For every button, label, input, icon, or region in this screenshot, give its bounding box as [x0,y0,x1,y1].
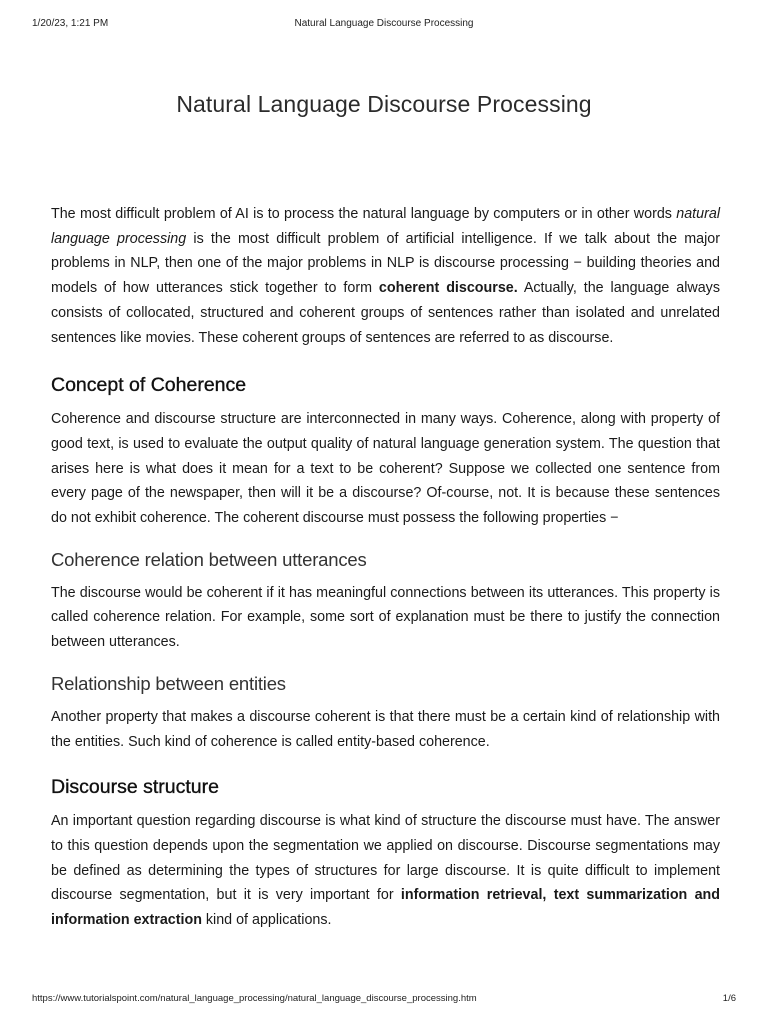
page-number: 1/6 [722,993,736,1004]
intro-text-3: Actually, the language always consists of collocated, structured and coherent groups of sentences rather than isolated and unrelated sentences like movies. These coherent groups of sentences are referred to as discourse. [51,280,720,346]
intro-bold-term: coherent discourse. [378,280,518,297]
structure-heading: Discourse structure [51,776,219,799]
article-content [51,202,720,933]
print-header [32,18,736,32]
entities-paragraph: Another property that makes a discourse coherent is that there must be a certain kind of relationship with the entities. Such kind of coherence is called entity-based coherence. [51,708,720,750]
intro-text-2: is the most difficult problem of artificial intelligence. If we talk about the major problems in NLP, then one of the major problems in NLP is discourse processing − building theories and models of how utterances stick together to form [51,230,720,297]
print-datetime: 1/20/23, 1:21 PM [32,18,109,29]
print-doc-title: Natural Language Discourse Processing [294,18,474,29]
structure-paragraph [51,809,720,933]
print-footer [32,993,736,1007]
concept-heading: Concept of Coherence [51,374,247,397]
relation-heading: Coherence relation between utterances [51,548,367,570]
page-title: Natural Language Discourse Processing [176,91,592,117]
structure-bold-terms: information retrieval, text summarization and information extraction [51,887,720,929]
structure-text-2: kind of applications. [201,912,332,929]
relation-paragraph: The discourse would be coherent if it has meaningful connections between its utterances. This property is called coherence relation. For example, some sort of explanation must be there to justify the connection between utterances. [51,584,720,651]
concept-paragraph: Coherence and discourse structure are interconnected in many ways. Coherence, along with property of good text, is used to evaluate the output quality of natural language generation system. The question that arises here is what does it mean for a text to be coherent? Suppose we collected one sentence from every page of the newspaper, then will it be a discourse? Of-course, not. It is because these sentences do not exhibit coherence. The coherent discourse must possess the following properties − [51,411,720,527]
intro-italic-term: natural language processing [51,206,720,247]
intro-paragraph [51,202,720,350]
entities-heading: Relationship between entities [51,672,286,694]
print-url: https://www.tutorialspoint.com/natural_language_processing/natural_language_discourse_processing.htm [32,993,477,1004]
structure-text-1: An important question regarding discourse is what kind of structure the discourse must have. The answer to this question depends upon the segmentation we applied on discourse. Discourse segmentations may be defined as determining the types of structures for large discourse. It is quite difficult to implement discourse segmentation, but it is very important for [51,813,720,904]
intro-text-1: The most difficult problem of AI is to process the natural language by computers or in other words [51,206,677,222]
